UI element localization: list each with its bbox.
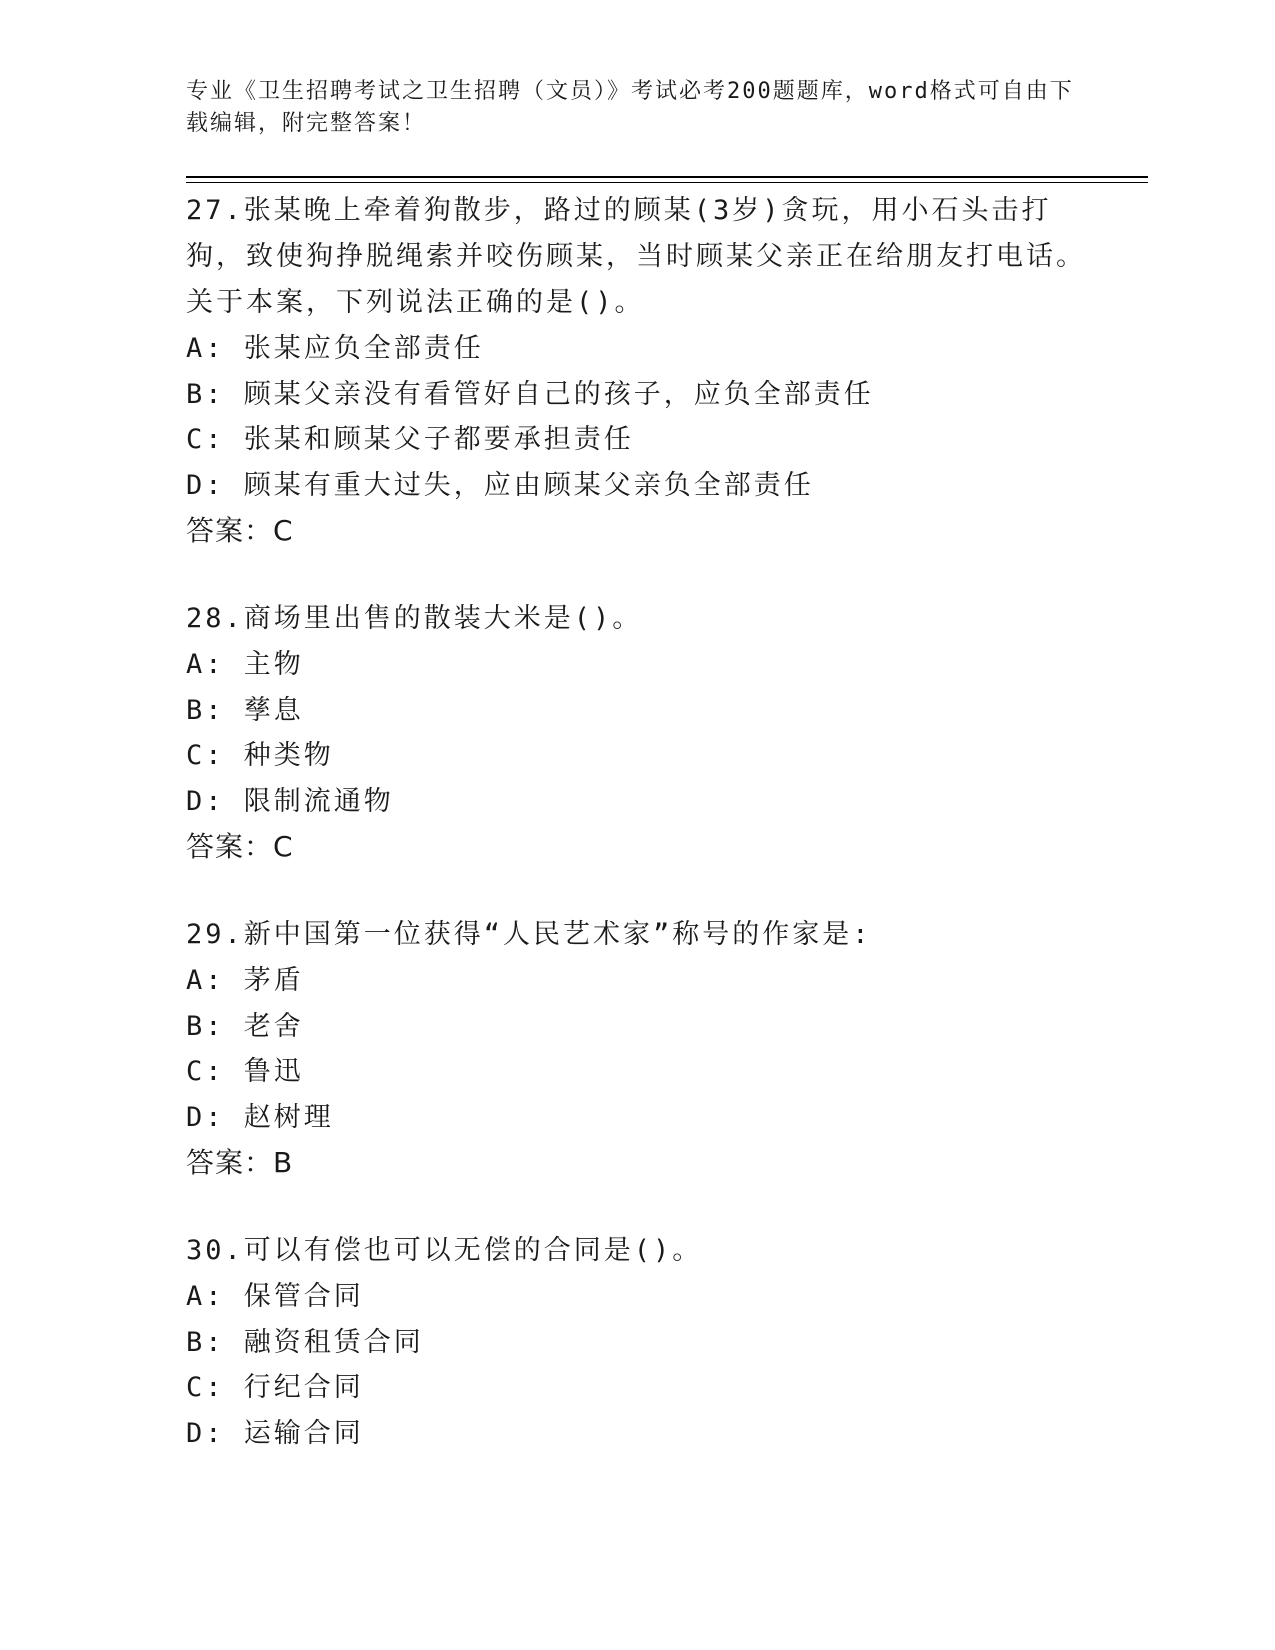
option-key: B: (186, 694, 225, 726)
option-d (186, 463, 1086, 509)
option-text: 种类物 (243, 740, 334, 771)
option-text: 茅盾 (243, 965, 304, 996)
question-29 (186, 912, 1086, 1186)
header-divider-thick (186, 176, 1148, 178)
option-d (186, 1095, 1086, 1141)
option-key: C: (186, 1056, 225, 1087)
option-key: A: (186, 1281, 225, 1312)
option-key: C: (186, 424, 225, 455)
option-a (186, 642, 1086, 688)
question-stem: 30.可以有偿也可以无偿的合同是()。 (186, 1235, 703, 1266)
option-text: 行纪合同 (243, 1372, 364, 1403)
question-30 (186, 1228, 1086, 1456)
option-text: 孳息 (243, 694, 304, 726)
option-c (186, 1049, 1086, 1095)
option-text: 主物 (243, 649, 304, 680)
question-stem: 29.新中国第一位获得“人民艺术家”称号的作家是: (186, 919, 872, 950)
option-b (186, 1004, 1086, 1050)
option-text: 赵树理 (243, 1101, 334, 1133)
option-key: C: (186, 740, 225, 771)
option-a (186, 326, 1086, 372)
option-text: 张某应负全部责任 (243, 333, 484, 364)
answer-line: 答案：C (186, 830, 294, 863)
option-key: A: (186, 965, 225, 996)
option-c (186, 417, 1086, 463)
option-key: D: (186, 1101, 225, 1133)
option-c (186, 733, 1086, 779)
document-header: 专业《卫生招聘考试之卫生招聘（文员）》考试必考200题题库，word格式可自由下载编辑，附完整答案！ (186, 79, 1074, 136)
option-text: 顾某有重大过失，应由顾某父亲负全部责任 (243, 469, 814, 501)
header-divider-thin (186, 182, 1148, 183)
option-b (186, 372, 1086, 418)
option-b (186, 1320, 1086, 1366)
option-key: D: (186, 469, 225, 501)
option-key: D: (186, 1417, 225, 1449)
option-c (186, 1365, 1086, 1411)
option-key: B: (186, 1326, 225, 1358)
question-27 (186, 188, 1086, 554)
answer-line: 答案：B (186, 1146, 294, 1179)
option-a (186, 1274, 1086, 1320)
option-key: C: (186, 1372, 225, 1403)
option-key: A: (186, 649, 225, 680)
question-list (186, 188, 1086, 1498)
option-text: 张某和顾某父子都要承担责任 (243, 424, 634, 455)
option-key: B: (186, 378, 225, 410)
question-stem: 28.商场里出售的散装大米是()。 (186, 603, 643, 634)
option-text: 保管合同 (243, 1281, 364, 1312)
option-a (186, 958, 1086, 1004)
option-text: 鲁迅 (243, 1056, 304, 1087)
option-key: D: (186, 785, 225, 817)
option-key: A: (186, 333, 225, 364)
answer-line: 答案：C (186, 514, 294, 547)
option-text: 顾某父亲没有看管好自己的孩子，应负全部责任 (243, 378, 874, 410)
option-text: 运输合同 (243, 1417, 364, 1449)
option-key: B: (186, 1010, 225, 1042)
option-text: 限制流通物 (243, 785, 394, 817)
option-text: 老舍 (243, 1010, 304, 1042)
option-d (186, 1411, 1086, 1457)
option-d (186, 779, 1086, 825)
option-b (186, 688, 1086, 734)
question-28 (186, 596, 1086, 870)
question-stem: 27.张某晚上牵着狗散步，路过的顾某(3岁)贪玩，用小石头击打狗，致使狗挣脱绳索并咬伤顾某，当时顾某父亲正在给朋友打电话。关于本案，下列说法正确的是()。 (186, 195, 1086, 318)
option-text: 融资租赁合同 (243, 1326, 424, 1358)
